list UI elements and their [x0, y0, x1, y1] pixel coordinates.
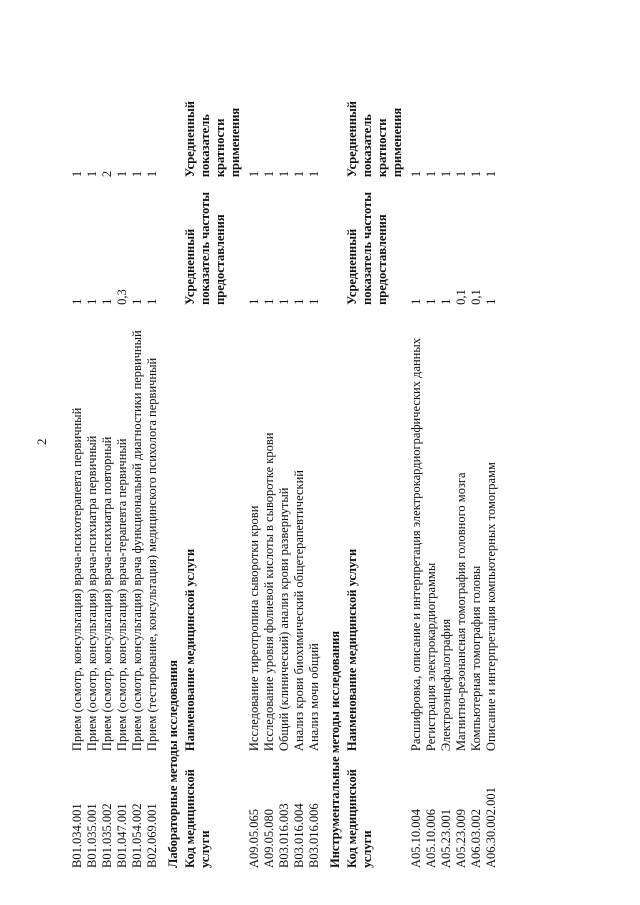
- table-row: [292, 60, 307, 870]
- table-header-row: [343, 60, 409, 870]
- service-name: Прием (осмотр, консультация) врача-психиатра первичный: [85, 435, 99, 752]
- multiplicity-value: 1: [115, 170, 129, 178]
- section-title-row: [322, 60, 343, 870]
- frequency-value: 1: [277, 298, 291, 305]
- service-name: Электроэнцефалография: [439, 618, 453, 752]
- service-code: B02.069.001: [145, 803, 159, 868]
- table-row: [454, 60, 469, 870]
- service-name: Анализ мочи общий: [307, 643, 321, 752]
- page-number: 2: [34, 438, 49, 445]
- service-code: A06.30.002.001: [484, 787, 498, 868]
- table-row: [115, 60, 130, 870]
- service-name: Прием (осмотр, консультация) врача функциональной диагностики первичный: [130, 330, 144, 752]
- table-row: [409, 60, 424, 870]
- service-name: Расшифровка, описание и интерпретация электрокардиографических данных: [409, 337, 423, 752]
- service-name: Магнитно-резонансная томография головного мозга: [454, 472, 468, 752]
- table-row: [100, 60, 115, 870]
- multiplicity-value: 1: [70, 170, 84, 178]
- table-row: [307, 60, 322, 870]
- frequency-value: 0,3: [115, 289, 129, 305]
- service-code: B01.035.002: [100, 803, 114, 868]
- table-row: [469, 60, 484, 870]
- frequency-value: 0,1: [469, 289, 483, 305]
- frequency-value: 1: [100, 298, 114, 305]
- service-code: A05.10.006: [424, 808, 438, 868]
- multiplicity-value: 1: [454, 170, 468, 178]
- service-code: B01.035.001: [85, 803, 99, 868]
- service-code: A09.05.065: [247, 808, 261, 868]
- service-name: Прием (тестирование, консультация) медицинского психолога первичный: [145, 357, 159, 752]
- frequency-value: 1: [70, 298, 84, 305]
- service-code: A05.10.004: [409, 808, 423, 868]
- header-multiplicity: Усредненный показатель кратности применения: [345, 101, 404, 178]
- frequency-value: 1: [409, 298, 423, 305]
- header-name: Наименование медицинской услуги: [183, 548, 197, 752]
- header-multiplicity: Усредненный показатель кратности применения: [183, 101, 242, 178]
- table-row: [85, 60, 100, 870]
- frequency-value: 1: [307, 298, 321, 305]
- service-name: Прием (осмотр, консультация) врача-терапевта первичный: [115, 438, 129, 752]
- section-title-lab: Лабораторные методы исследования: [166, 660, 180, 868]
- service-name: Общий (клинический) анализ крови развернутый: [277, 487, 291, 752]
- services-table: [70, 60, 499, 870]
- multiplicity-value: 1: [439, 170, 453, 178]
- multiplicity-value: 1: [409, 170, 423, 178]
- service-name: Регистрация электрокардиограммы: [424, 562, 438, 752]
- section-title-row: [160, 60, 181, 870]
- frequency-value: 1: [484, 298, 498, 305]
- document-sheet: [70, 60, 499, 870]
- service-name: Исследование уровня фолиевой кислоты в сыворотке крови: [262, 432, 276, 752]
- service-name: Описание и интерпретация компьютерных томограмм: [484, 462, 498, 752]
- multiplicity-value: 1: [130, 170, 144, 178]
- service-name: Анализ крови биохимический общетерапевтический: [292, 470, 306, 752]
- multiplicity-value: 1: [307, 170, 321, 178]
- frequency-value: 1: [424, 298, 438, 305]
- service-name: Компьютерная томография головы: [469, 565, 483, 752]
- service-code: B01.034.001: [70, 803, 84, 868]
- service-code: A09.05.080: [262, 808, 276, 868]
- table-row: [424, 60, 439, 870]
- service-code: B03.016.004: [292, 803, 306, 868]
- table-row: [262, 60, 277, 870]
- service-code: B03.016.006: [307, 803, 321, 868]
- frequency-value: 1: [130, 298, 144, 305]
- multiplicity-value: 2: [100, 170, 114, 178]
- frequency-value: 1: [145, 298, 159, 305]
- header-code: Код медицинской услуги: [345, 769, 374, 868]
- table-row: [145, 60, 160, 870]
- table-row: [484, 60, 499, 870]
- section-title-instrumental: Инструментальные методы исследования: [328, 630, 342, 868]
- multiplicity-value: 1: [424, 170, 438, 178]
- frequency-value: 1: [262, 298, 276, 305]
- multiplicity-value: 1: [247, 170, 261, 178]
- frequency-value: 1: [292, 298, 306, 305]
- table-row: [247, 60, 262, 870]
- frequency-value: 0,1: [454, 289, 468, 305]
- table-header-row: [181, 60, 247, 870]
- multiplicity-value: 1: [85, 170, 99, 178]
- service-name: Исследование тиреотропина сыворотки крови: [247, 505, 261, 752]
- service-name: Прием (осмотр, консультация) врача-психотерапевта первичный: [70, 407, 84, 752]
- multiplicity-value: 1: [292, 170, 306, 178]
- service-code: A06.03.002: [469, 808, 483, 868]
- service-code: B01.047.001: [115, 803, 129, 868]
- frequency-value: 1: [85, 298, 99, 305]
- service-code: B01.054.002: [130, 803, 144, 868]
- multiplicity-value: 1: [145, 170, 159, 178]
- header-code: Код медицинской услуги: [183, 769, 212, 868]
- header-frequency: Усредненный показатель частоты предоставления: [345, 192, 389, 305]
- table-row: [70, 60, 85, 870]
- multiplicity-value: 1: [469, 170, 483, 178]
- table-row: [277, 60, 292, 870]
- service-code: B03.016.003: [277, 803, 291, 868]
- service-name: Прием (осмотр, консультация) врача-психиатра повторный: [100, 436, 114, 752]
- multiplicity-value: 1: [262, 170, 276, 178]
- header-name: Наименование медицинской услуги: [345, 548, 359, 752]
- multiplicity-value: 1: [277, 170, 291, 178]
- table-row: [130, 60, 145, 870]
- frequency-value: 1: [439, 298, 453, 305]
- service-code: A05.23.001: [439, 808, 453, 868]
- multiplicity-value: 1: [484, 170, 498, 178]
- service-code: A05.23.009: [454, 808, 468, 868]
- frequency-value: 1: [247, 298, 261, 305]
- header-frequency: Усредненный показатель частоты предоставления: [183, 192, 227, 305]
- table-row: [439, 60, 454, 870]
